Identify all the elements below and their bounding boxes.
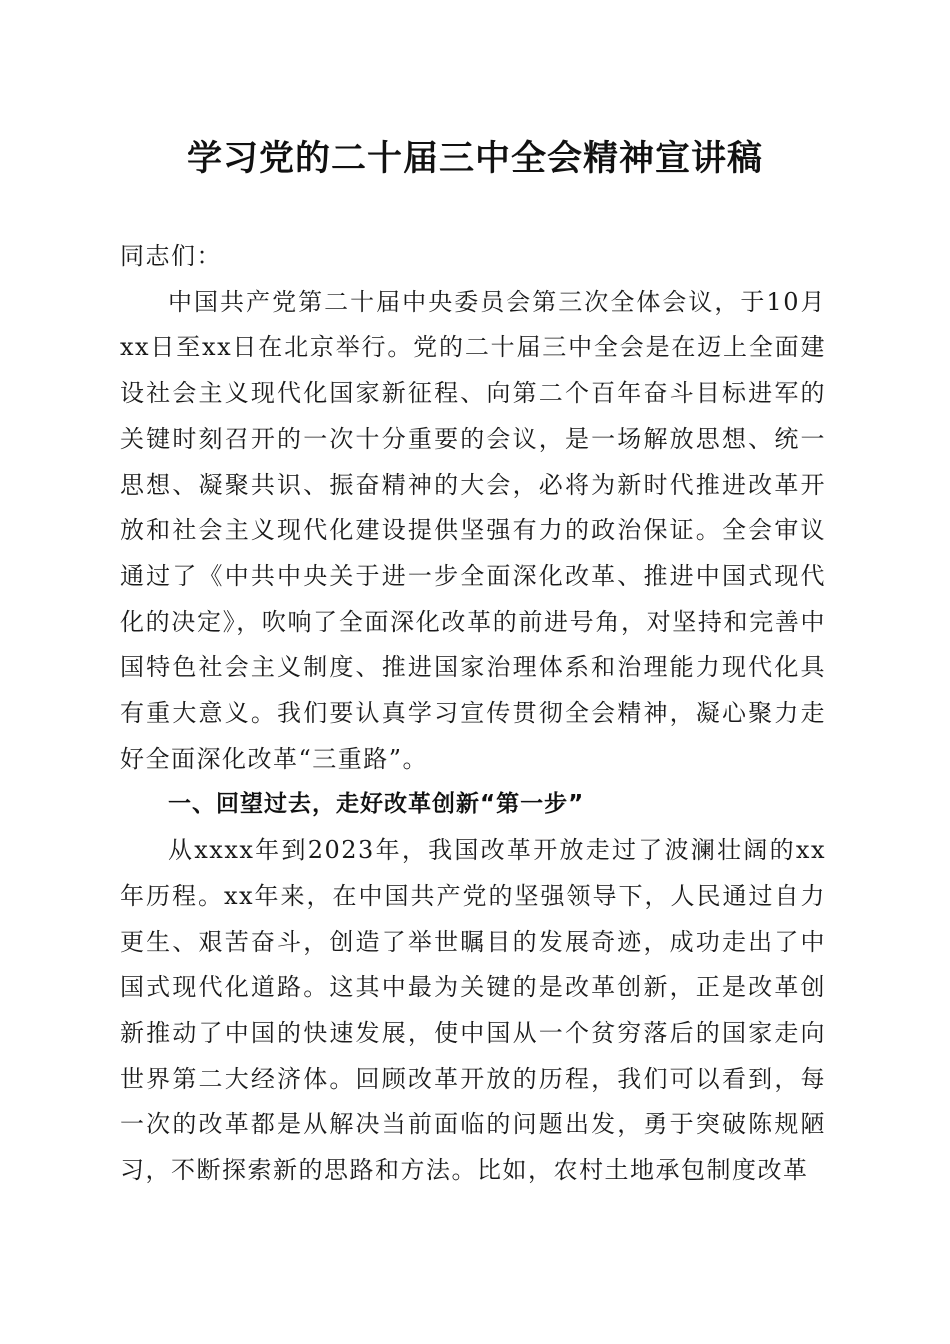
document-body [120, 234, 826, 1194]
salutation: 同志们： [120, 242, 222, 270]
section-1-heading: 一、回望过去，走好改革创新“第一步” [168, 791, 585, 818]
document-title: 学习党的二十届三中全会精神宣讲稿 [186, 138, 763, 179]
intro-paragraph: 中国共产党第二十届中央委员会第三次全体会议，于10月xx日至xx日在北京举行。党的二十届三中全会是在迈上全面建设社会主义现代化国家新征程、向第二个百年奋斗目标进军的关键时刻召开的一次十分重要的会议，是一场解放思想、统一思想、凝聚共识、振奋精神的大会，必将为新时代推进改革开放和社会主义现代化建设提供坚强有力的政治保证。全会审议通过了《中共中央关于进一步全面深化改革、推进中国式现代化的决定》，吹响了全面深化改革的前进号角，对坚持和完善中国特色社会主义制度、推进国家治理体系和治理能力现代化具有重大意义。我们要认真学习宣传贯彻全会精神，凝心聚力走好全面深化改革“三重路”。 [120, 287, 826, 773]
section-1-paragraph: 从xxxx年到2023年，我国改革开放走过了波澜壮阔的xx年历程。xx年来，在中国共产党的坚强领导下，人民通过自力更生、艰苦奋斗，创造了举世瞩目的发展奇迹，成功走出了中国式现代化道路。这其中最为关键的是改革创新，正是改革创新推动了中国的快速发展，使中国从一个贫穷落后的国家走向世界第二大经济体。回顾改革开放的历程，我们可以看到，每一次的改革都是从解决当前面临的问题出发，勇于突破陈规陋习，不断探索新的思路和方法。比如，农村土地承包制度改革 [120, 836, 826, 1185]
